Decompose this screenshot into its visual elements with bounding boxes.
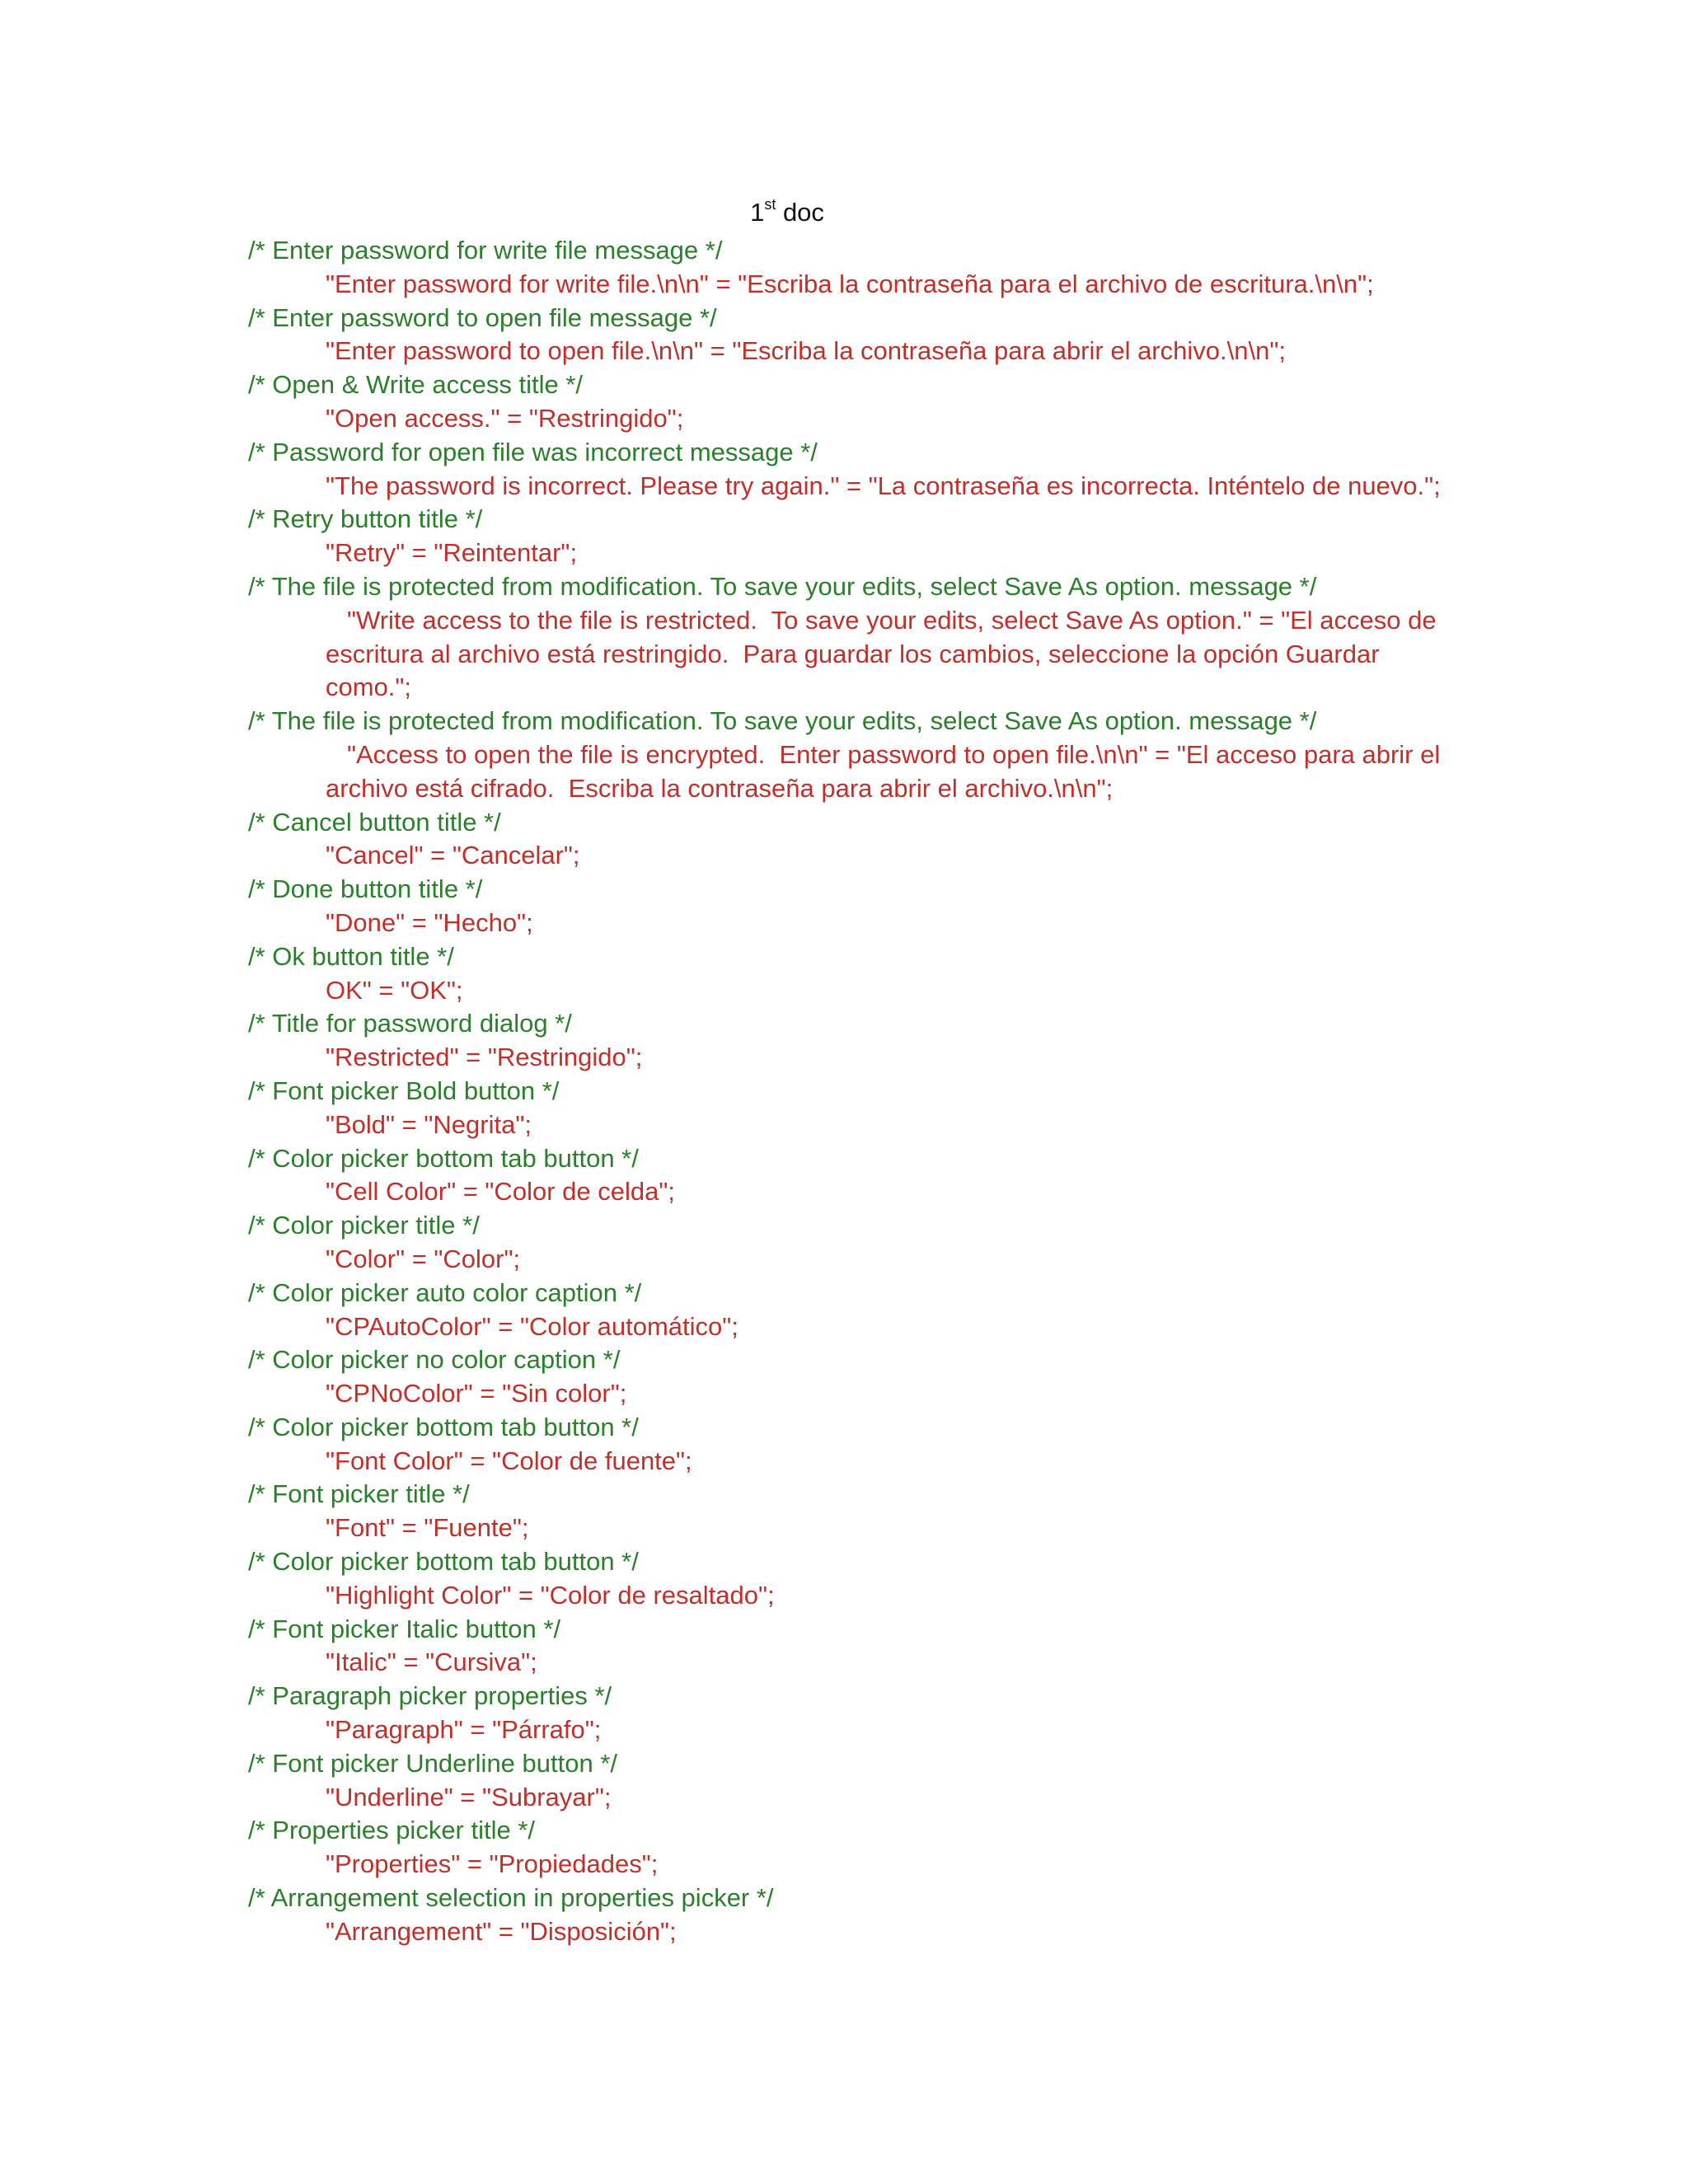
string-line: "Restricted" = "Restringido"; [326,1043,643,1072]
string-line: "Retry" = "Reintentar"; [326,538,578,568]
comment-line: /* The file is protected from modification. To save your edits, select Save As option. message */ [248,571,1317,601]
string-line: "Enter password to open file.\n\n" = "Escriba la contraseña para abrir el archivo.\n\n"; [326,336,1286,366]
string-line: archivo está cifrado. Escriba la contraseña para abrir el archivo.\n\n"; [326,773,1114,803]
string-line: "Paragraph" = "Párrafo"; [326,1715,602,1745]
string-line: "CPNoColor" = "Sin color"; [326,1379,627,1408]
string-line: "Enter password for write file.\n\n" = "Escriba la contraseña para el archivo de escritura.\n\n"; [326,269,1374,298]
string-line: "Underline" = "Subrayar"; [326,1782,612,1811]
string-line: "Done" = "Hecho"; [326,907,533,937]
comment-line: /* Enter password to open file message */ [248,302,717,332]
comment-line: /* Font picker Italic button */ [248,1614,561,1643]
string-line: "Arrangement" = "Disposición"; [326,1916,677,1946]
comment-line: /* The file is protected from modification. To save your edits, select Save As option. message */ [248,706,1317,736]
title-number: 1 [750,198,765,227]
comment-line: /* Properties picker title */ [248,1816,536,1845]
comment-line: /* Done button title */ [248,874,483,904]
comment-line: /* Color picker title */ [248,1211,480,1240]
comment-line: /* Font picker Bold button */ [248,1076,560,1105]
comment-line: /* Color picker bottom tab button */ [248,1547,639,1577]
comment-line: /* Paragraph picker properties */ [248,1681,612,1711]
page-title [0,196,1574,227]
comment-line: /* Font picker Underline button */ [248,1748,618,1778]
string-line: "Bold" = "Negrita"; [326,1109,532,1139]
string-line: OK" = "OK"; [326,975,463,1005]
title-superscript: st [764,196,776,213]
string-line: "Write access to the file is restricted. To save your edits, select Save As option." = "El acceso de [347,605,1437,635]
comment-line: /* Color picker bottom tab button */ [248,1143,639,1173]
string-line: "Font" = "Fuente"; [326,1513,529,1543]
comment-line: /* Ok button title */ [248,941,454,971]
string-line: "Properties" = "Propiedades"; [326,1849,659,1879]
comment-line: /* Password for open file was incorrect message */ [248,437,818,466]
string-line: escritura al archivo está restringido. Para guardar los cambios, seleccione la opción Guardar [326,639,1380,668]
string-line: "Open access." = "Restringido"; [326,403,684,433]
comment-line: /* Arrangement selection in properties picker */ [248,1883,774,1913]
comment-line: /* Color picker no color caption */ [248,1345,621,1375]
localization-entries [248,234,1443,1949]
title-text: doc [776,198,824,227]
string-line: "Cancel" = "Cancelar"; [326,841,580,870]
string-line: "Color" = "Color"; [326,1244,521,1273]
comment-line: /* Open & Write access title */ [248,370,584,400]
string-line: "Cell Color" = "Color de celda"; [326,1177,675,1207]
comment-line: /* Title for password dialog */ [248,1009,572,1038]
comment-line: /* Color picker auto color caption */ [248,1277,642,1307]
string-line: "Font Color" = "Color de fuente"; [326,1446,692,1475]
comment-line: /* Enter password for write file message */ [248,236,723,265]
string-line: "Access to open the file is encrypted. Enter password to open file.\n\n" = "El acceso para abrir el [347,739,1441,769]
string-line: "The password is incorrect. Please try again." = "La contraseña es incorrecta. Inténtelo de nuevo."; [326,471,1441,500]
string-line: "Italic" = "Cursiva"; [326,1647,537,1677]
comment-line: /* Color picker bottom tab button */ [248,1412,639,1441]
string-line: "CPAutoColor" = "Color automático"; [326,1311,738,1341]
string-line: "Highlight Color" = "Color de resaltado"; [326,1580,775,1610]
string-line: como."; [326,673,412,702]
comment-line: /* Retry button title */ [248,504,483,534]
comment-line: /* Cancel button title */ [248,807,501,837]
comment-line: /* Font picker title */ [248,1479,470,1509]
